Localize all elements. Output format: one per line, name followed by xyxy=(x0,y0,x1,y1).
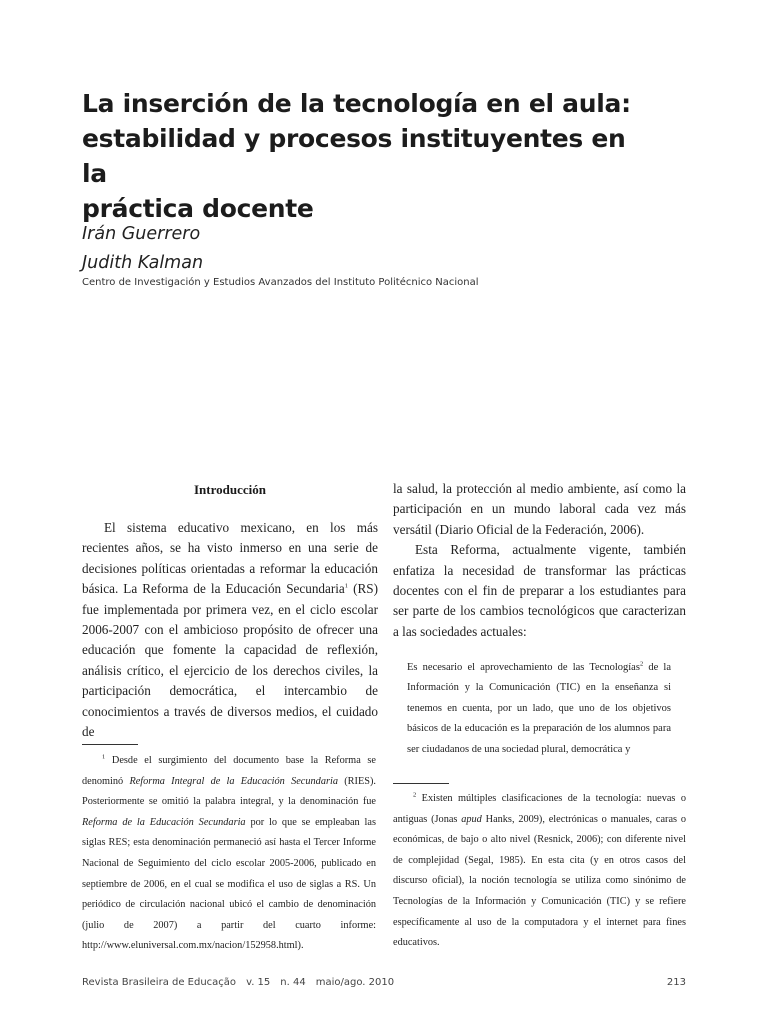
footnote-italic: Reforma de la Educación Secundaria xyxy=(82,816,246,828)
footnote-italic: Reforma Integral de la Educación Secundaria xyxy=(129,775,338,787)
issue-number: n. 44 xyxy=(280,977,306,988)
footnote-span: (RIES). Posteriormente se omitió la palabra integral, y la denominación fue xyxy=(82,775,376,808)
affiliation: Centro de Investigación y Estudios Avanzados del Instituto Politécnico Nacional xyxy=(82,277,479,288)
title-line-1: La inserción de la tecnología en el aula: xyxy=(82,89,631,118)
footnote-span: Existen múltiples clasificaciones de la tecnología: nuevas o antiguas (Jonas xyxy=(393,793,686,825)
body-column-left xyxy=(82,518,378,742)
block-quote xyxy=(407,658,671,760)
footnote-ref-1: 1 xyxy=(344,582,349,590)
journal-name: Revista Brasileira de Educação xyxy=(82,977,237,988)
footnote-rule xyxy=(393,783,449,784)
page-number: 213 xyxy=(666,977,686,988)
author-2: Judith Kalman xyxy=(82,253,204,273)
paragraph-text: (RS) fue implementada por primera vez, en el ciclo escolar 2006-2007 con el ambicioso propósito de ofrecer una educación que fomente la capacidad de reflexión, análisis crítico, el ejercicio de los derechos civiles, la participación democrática, el intercambio de conocimientos a través de diversos medios, el cuidado de xyxy=(82,581,378,740)
quote-text: de la Información y la Comunicación (TIC) en la enseñanza si tenemos en cuenta, por un lado, que uno de los objetivos básicos de la educación es la preparación de los alumnos para ser ciudadanos de una sociedad plural, democrática y xyxy=(407,662,671,755)
footnote-span: por lo que se empleaban las siglas RES; esta denominación permaneció así hasta el Tercer Informe Nacional de Seguimiento del ciclo escolar 2005-2006, publicado en septiembre de 2006, en el cual se modifica el uso de siglas a RS. Un periódico de circulación nacional ubicó el cambio de denominación (julio de 2007) a partir del cuarto informe: http://www.eluniversal.com.mx/nacion/152958.html). xyxy=(82,816,376,952)
title-line-3: práctica docente xyxy=(82,194,314,223)
footnote-ref-2: 2 xyxy=(639,660,644,668)
article-title xyxy=(82,86,642,226)
paragraph xyxy=(82,518,378,742)
footnote-number: 1 xyxy=(102,753,106,761)
footnote-1 xyxy=(82,751,376,957)
quote-text: Es necesario el aprovechamiento de las Tecnologías xyxy=(407,662,640,673)
footnote-number: 2 xyxy=(413,791,417,799)
footer-citation xyxy=(82,977,394,988)
footnote-span: Hanks, 2009), electrónicas o manuales, caras o económicas, de bajo o alto nivel (Resnick, 2006); con diferente nivel de complejidad (Segal, 1985). En esta cita (y en otros casos del discurso oficial), la noción tecnología se utiliza como sinónimo de Tecnologías de la Información y Comunicación (TIC) y se refiere específicamente al uso de la computadora y el internet para fines educativos. xyxy=(393,813,686,949)
paragraph: Esta Reforma, actualmente vigente, también enfatiza la necesidad de transformar las prácticas docentes con el fin de preparar a los estudiantes para ser parte de los cambios tecnológicos que caracterizan a las sociedades actuales: xyxy=(393,542,686,639)
body-column-right xyxy=(393,479,686,642)
paragraph: la salud, la protección al medio ambiente, así como la participación en un mundo laboral cada vez más versátil (Diario Oficial de la Federación, 2006). xyxy=(393,481,686,537)
title-line-2: estabilidad y procesos instituyentes en la xyxy=(82,124,626,188)
footnote-text xyxy=(393,789,686,954)
footnote-span: Desde el surgimiento del documento base la Reforma se denominó xyxy=(82,755,376,787)
paragraph-text: El sistema educativo mexicano, en los más recientes años, se ha visto inmerso en una serie de decisiones políticas orientadas a reformar la educación básica. La Reforma de la Educación Secundaria xyxy=(82,520,378,597)
footnote-text xyxy=(82,751,376,957)
issue-date: maio/ago. 2010 xyxy=(315,977,395,988)
footnote-2 xyxy=(393,789,686,954)
footnote-rule xyxy=(82,744,138,745)
author-1: Irán Guerrero xyxy=(82,224,201,244)
section-heading: Introducción xyxy=(194,482,266,497)
volume: v. 15 xyxy=(246,977,271,988)
footnote-italic: apud xyxy=(461,813,482,825)
